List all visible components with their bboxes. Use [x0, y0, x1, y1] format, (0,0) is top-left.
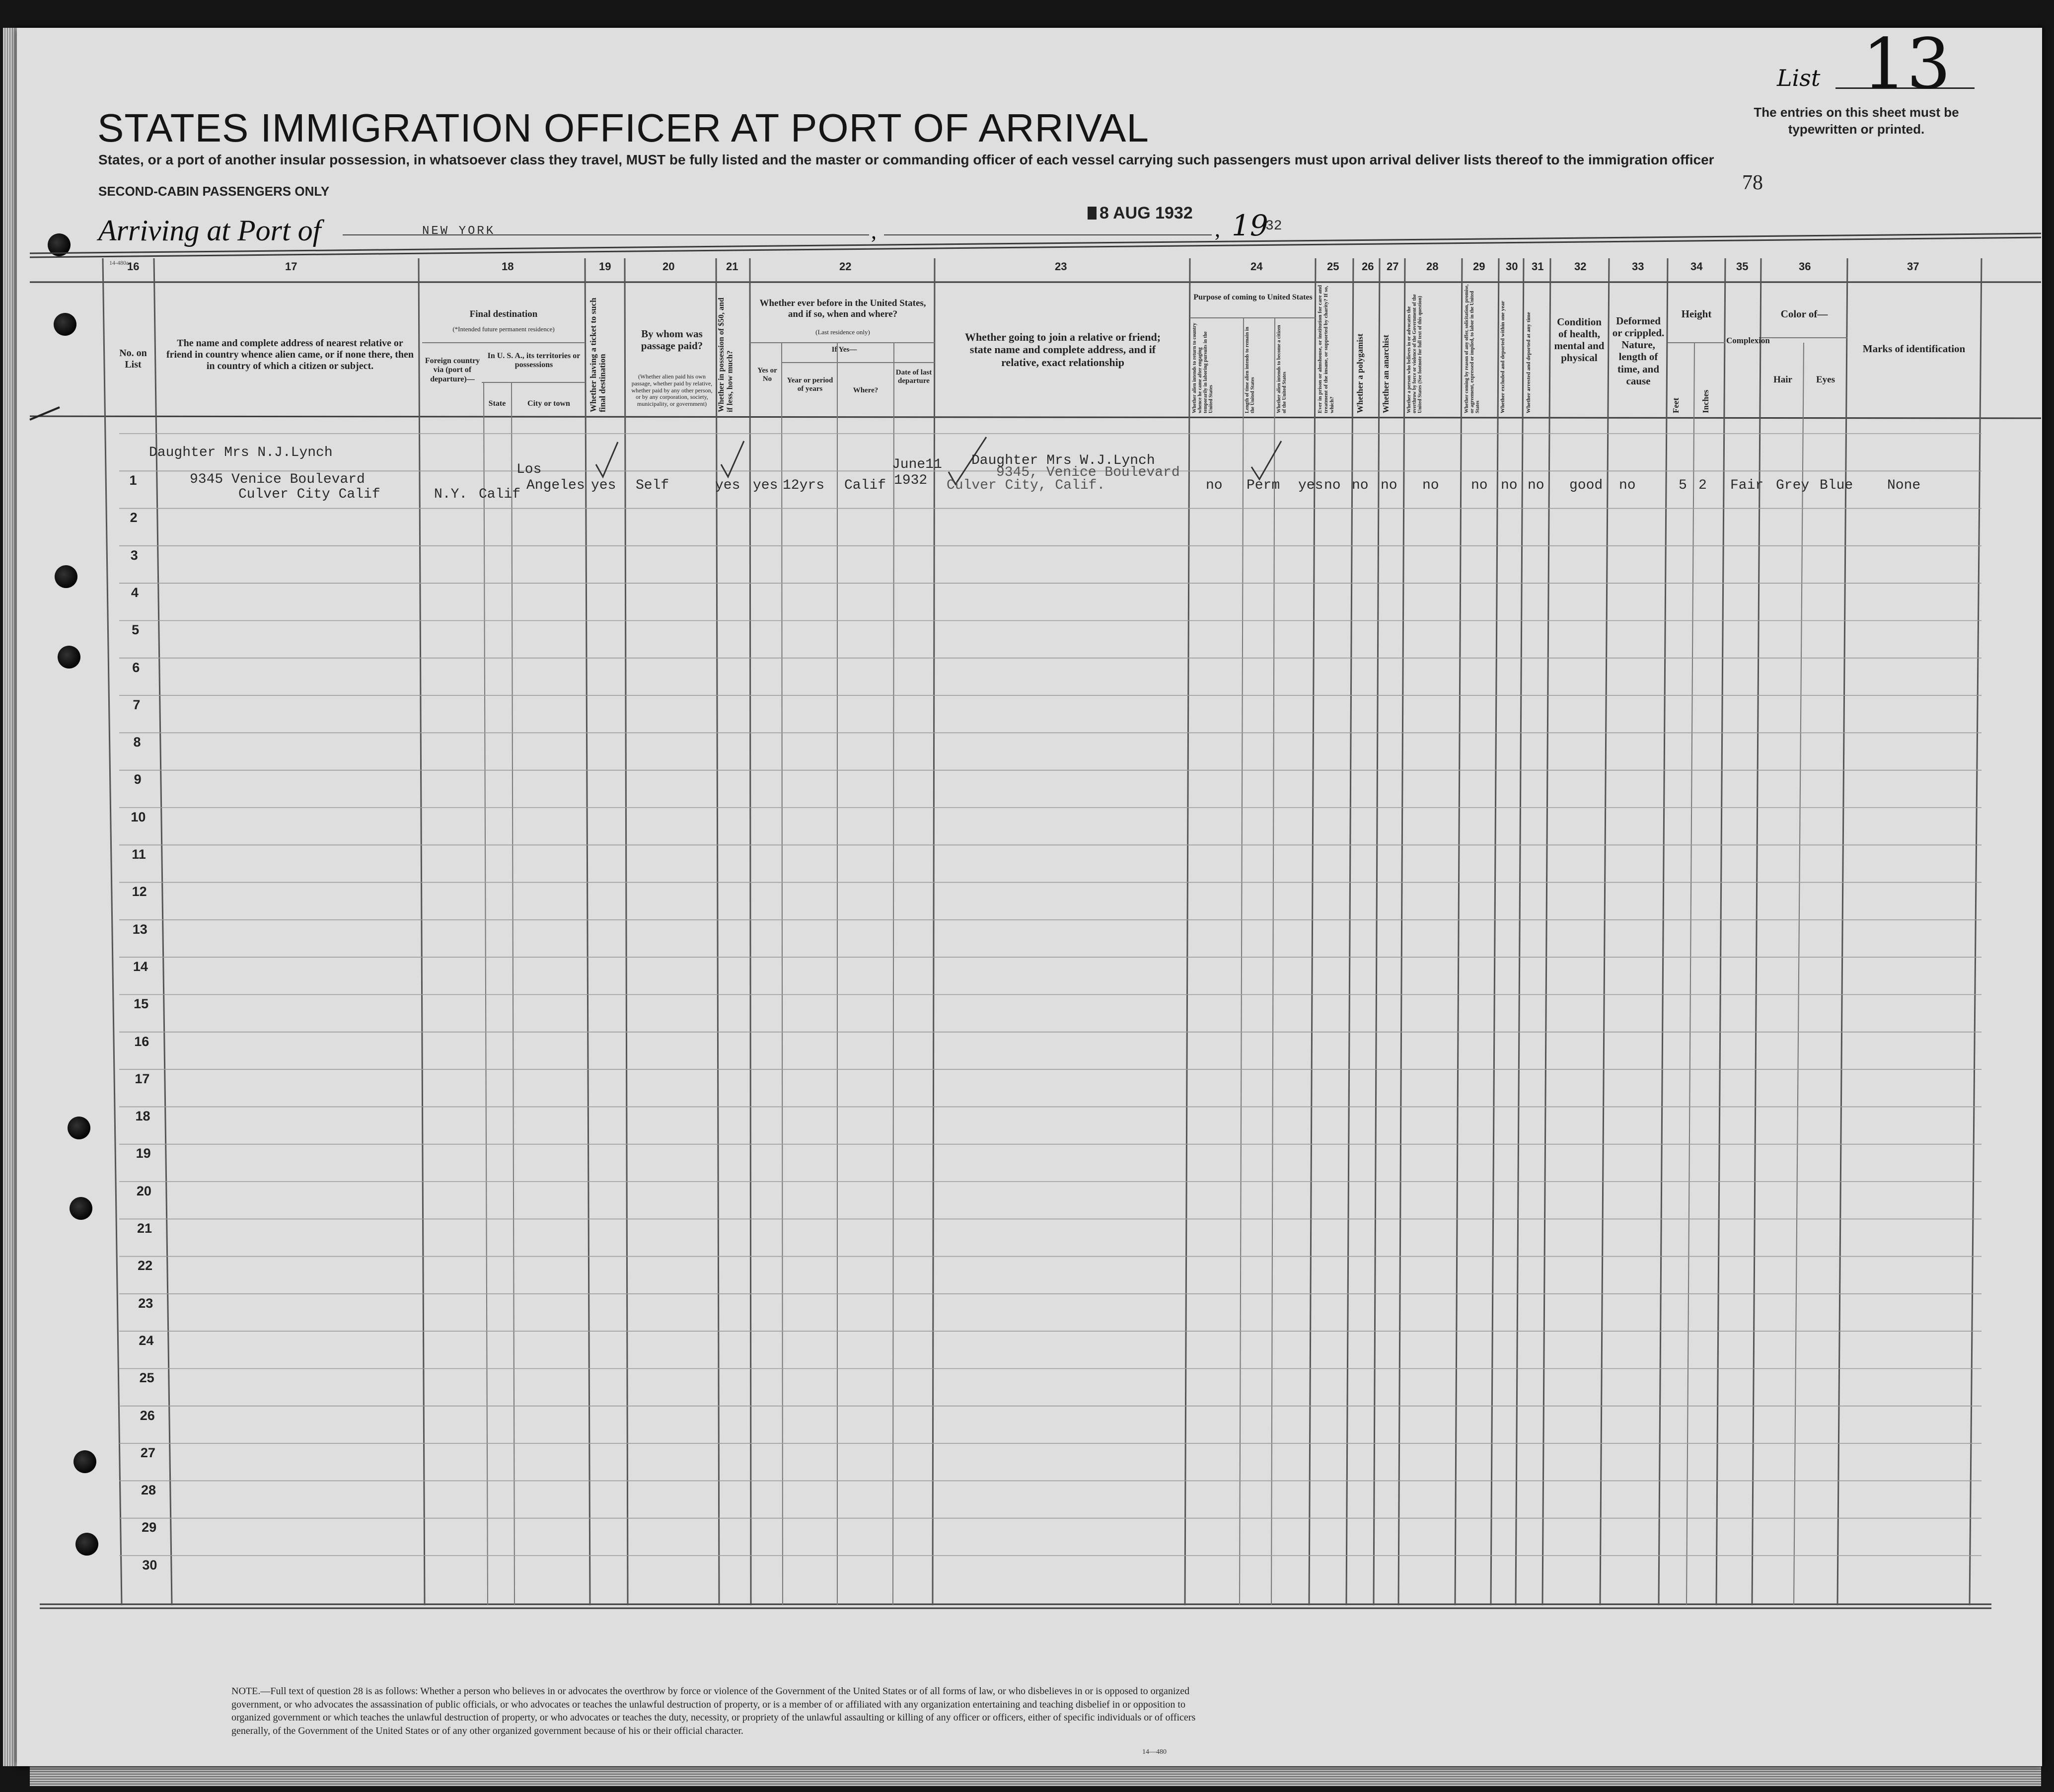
col37-header: Marks of identification: [1862, 343, 1966, 355]
row-number: 17: [135, 1071, 150, 1086]
col33-header: Deformed or crippled. Nature, length of time, and cause: [1612, 315, 1665, 387]
column-number: 22: [839, 260, 852, 273]
entry-inches: 2: [1698, 478, 1707, 493]
column-number: 28: [1426, 260, 1439, 273]
row-number: 26: [140, 1408, 155, 1423]
entry-polygamist: no: [1352, 478, 1369, 493]
date-stamp: [1088, 204, 1193, 223]
entry-health: good: [1569, 478, 1603, 493]
row-number: 21: [137, 1221, 152, 1236]
port-value: NEW YORK: [422, 224, 496, 238]
col35-header: Complexion: [1726, 336, 1770, 345]
row-number: 11: [132, 847, 146, 862]
col30-header: Whether excluded and deported within one year: [1500, 300, 1506, 413]
entry-citizen: yes: [1298, 478, 1323, 493]
comma: ,: [871, 219, 877, 243]
entry-marks: None: [1887, 478, 1921, 493]
col18-city: City or town: [527, 399, 570, 408]
col25-header: Ever in prison or almshouse, or institution for care and treatment of the insane, or supported by charity? If so, which?: [1317, 285, 1335, 413]
col22-date: Date of last departure: [895, 369, 932, 385]
entry-labor-offer: no: [1471, 478, 1488, 493]
row-number: 16: [134, 1034, 149, 1049]
column-number: 31: [1532, 260, 1544, 273]
col17-header: The name and complete address of nearest relative or friend in country whence alien came, or if none there, then in country of which a citizen or subject.: [166, 338, 414, 372]
col19-header: Whether having a ticket to such final destination: [588, 298, 607, 412]
col16-header: No. on List: [119, 348, 147, 370]
row-number: 28: [141, 1483, 156, 1498]
entry-before-yes: yes: [753, 478, 778, 493]
row-number: 27: [140, 1445, 155, 1460]
column-number: 24: [1250, 260, 1263, 273]
cabin-class: SECOND-CABIN PASSENGERS ONLY: [98, 184, 330, 199]
entry-depart2: 1932: [894, 473, 928, 488]
col22-header: Whether ever before in the United States, and if so, when and where?: [759, 298, 926, 319]
entry-join2: 9345, Venice Boulevard: [996, 465, 1180, 480]
row-number: 19: [136, 1146, 151, 1161]
entry-return-intent: no: [1206, 478, 1223, 493]
footer-code: 14—480: [1142, 1748, 1167, 1756]
list-number: 13: [1862, 24, 1951, 105]
entry-depart1: June11: [892, 457, 942, 472]
col34-inches: Inches: [1701, 389, 1710, 413]
row-number: 2: [130, 510, 138, 525]
entry-prison: no: [1324, 478, 1341, 493]
column-number: 34: [1690, 260, 1703, 273]
col23-header: Whether going to join a relative or friend; state name and complete address, and if relative, exact relationship: [964, 331, 1161, 369]
col18-usa: In U. S. A., its territories or possessions: [487, 352, 581, 370]
column-number: 23: [1055, 260, 1067, 273]
row-number: 9: [134, 772, 142, 787]
date-stamp-text: 8 AUG 1932: [1100, 204, 1193, 223]
row-number: 7: [133, 697, 141, 712]
row-number: 30: [142, 1557, 157, 1572]
column-number: 18: [502, 260, 514, 273]
row-number: 23: [138, 1295, 153, 1311]
col22-yesno: Yes or No: [757, 367, 777, 383]
row-number: 6: [132, 660, 140, 675]
column-number: 35: [1736, 260, 1749, 273]
list-label: List: [1777, 65, 1821, 91]
entry-complexion: Fair: [1730, 478, 1764, 493]
column-number: 37: [1907, 260, 1919, 273]
row-number: 25: [139, 1370, 154, 1386]
entry-relative: Daughter Mrs N.J.Lynch: [149, 445, 333, 460]
stamp-mark: [1088, 207, 1097, 220]
col26-header: Whether a polygamist: [1355, 333, 1365, 413]
column-number: 32: [1574, 260, 1587, 273]
row-number: 29: [142, 1520, 157, 1535]
column-number: 30: [1506, 260, 1518, 273]
col36-header: Color of—: [1780, 308, 1828, 320]
col22-ifyes: If Yes—: [831, 346, 857, 354]
row-number: 24: [139, 1333, 154, 1348]
row-number: 13: [132, 921, 147, 937]
entry-hair: Grey: [1776, 478, 1810, 493]
col34-header: Height: [1681, 308, 1712, 320]
entry-length-stay: Perm: [1247, 478, 1280, 493]
entry-join3: Culver City, Calif.: [947, 478, 1105, 493]
col18-header: Final destination: [469, 309, 538, 319]
row-number: 12: [132, 884, 147, 899]
col18-note: (*Intended future permanent residence): [452, 325, 555, 333]
row-number: 10: [131, 809, 146, 824]
row-number: 4: [131, 585, 139, 600]
entry-address2: Culver City Calif: [238, 487, 380, 502]
col22-note: (Last residence only): [815, 328, 870, 336]
col29-header: Whether coming by reason of any offer, solicitation, promise, or agreement, expressed or implied, to labor in the United States: [1464, 284, 1480, 413]
col18-state: State: [488, 399, 506, 408]
entry-city2: Angeles: [526, 478, 585, 493]
column-number: 29: [1473, 260, 1485, 273]
entry-where: Calif: [844, 478, 886, 493]
col24-b: Length of time alien intends to remain in the United States: [1245, 327, 1255, 413]
entry-arrested: no: [1528, 478, 1544, 493]
col24-header: Purpose of coming to United States: [1193, 293, 1313, 301]
column-number: 20: [662, 260, 675, 273]
column-number: 33: [1632, 260, 1644, 273]
col36-eyes: Eyes: [1816, 374, 1835, 385]
col22-years: Year or period of years: [787, 376, 833, 393]
col22-where: Where?: [853, 386, 879, 394]
row-number: 18: [135, 1109, 150, 1124]
entry-foreign-port: N.Y.: [434, 487, 468, 502]
col32-header: Condition of health, mental and physical: [1554, 316, 1605, 364]
year-suffix: 32: [1265, 219, 1282, 234]
entry-city1: Los: [516, 462, 542, 477]
page-number: 78: [1742, 171, 1763, 194]
col34-feet: Feet: [1671, 397, 1681, 413]
column-number: 19: [599, 260, 611, 273]
row-number: 1: [129, 473, 137, 488]
footnote-question-28: NOTE.—Full text of question 28 is as follows: Whether a person who believes in or advocates the overthrow by force or violence of the Government of the United States or of all forms of law, or who disbelieves in or is opposed to organized government, or who advocates the assassination of public officials, or who advocates or teaches the unlawful destruction of property, or is a member of or affiliated with any organization entertaining and teaching disbelief in or opposition to organized government or which teaches the unlawful destruction of property, or who advocates or teaches the duty, necessity, or propriety of the unlawful assaulting or killing of any officer or officers, either of specific individuals or of officers generally, of the Government of the United States or of any other organized government because of his or their official character.: [231, 1686, 1196, 1736]
entry-fifty-dollars: yes: [715, 478, 740, 493]
year-prefix: 19: [1232, 209, 1268, 242]
entry-deformed: no: [1619, 478, 1636, 493]
col20-header: By whom was passage paid?: [641, 328, 703, 352]
entry-anarchist: no: [1381, 478, 1397, 493]
port-underline: [343, 234, 869, 235]
col21-header: Whether in possession of $50, and if less, how much?: [717, 298, 734, 412]
entry-paid-by: Self: [636, 478, 669, 493]
column-number: 27: [1387, 260, 1399, 273]
form-code: 14-480a: [109, 259, 129, 266]
col27-header: Whether an anarchist: [1381, 334, 1391, 413]
col28-header: Whether a person who believes in or advocates the overthrow by force or violence of the Government of the United States (See footnote for full text of this question): [1406, 294, 1423, 413]
entry-excluded: no: [1501, 478, 1518, 493]
row-number: 5: [132, 622, 140, 638]
row-number: 14: [133, 959, 148, 974]
col20-note: (Whether alien paid his own passage, whether paid by relative, whether paid by any other person, or by any corporation, society, municipality, or government): [631, 373, 713, 408]
page-subtitle: States, or a port of another insular possession, in whatsoever class they travel, MUST be fully listed and the master or commanding officer of each vessel carrying such passengers must upon arrival deliver lists thereof to the immigration officer: [98, 152, 1714, 167]
column-number: 36: [1799, 260, 1811, 273]
row-number: 22: [138, 1258, 153, 1273]
col36-hair: Hair: [1773, 374, 1792, 385]
entry-state: Calif: [479, 487, 521, 502]
col24-a: Whether alien intends to return to country whence he came after engaging temporarily in laboring pursuits in the United States: [1192, 323, 1214, 413]
column-number: 25: [1327, 260, 1339, 273]
column-number: 21: [726, 260, 738, 273]
column-number: 26: [1362, 260, 1374, 273]
entry-feet: 5: [1679, 478, 1687, 493]
entry-address1: 9345 Venice Boulevard: [190, 472, 365, 487]
entry-ticket: yes: [591, 478, 616, 493]
page-title: STATES IMMIGRATION OFFICER AT PORT OF ARRIVAL: [97, 106, 1149, 150]
comma: ,: [1215, 217, 1220, 241]
column-number: 16: [127, 260, 140, 273]
col24-c: Whether alien intends to become a citizen of the United States: [1276, 325, 1287, 413]
row-number: 20: [136, 1183, 151, 1198]
row-number: 15: [134, 996, 149, 1012]
entry-join1: Daughter Mrs W.J.Lynch: [971, 453, 1155, 468]
arriving-label: Arriving at Port of: [98, 214, 321, 247]
row-number: 3: [130, 547, 138, 563]
col31-header: Whether arrested and deported at any time: [1526, 312, 1532, 413]
entries-note: The entries on this sheet must be typewritten or printed.: [1754, 105, 1959, 137]
date-underline: [884, 234, 1212, 235]
col18-foreign: Foreign country via (port of departure)—: [425, 357, 480, 383]
entry-overthrow: no: [1422, 478, 1439, 493]
entry-years: 12yrs: [783, 478, 825, 493]
row-number: 8: [133, 735, 141, 750]
entry-eyes: Blue: [1820, 478, 1853, 493]
column-number: 17: [285, 260, 297, 273]
